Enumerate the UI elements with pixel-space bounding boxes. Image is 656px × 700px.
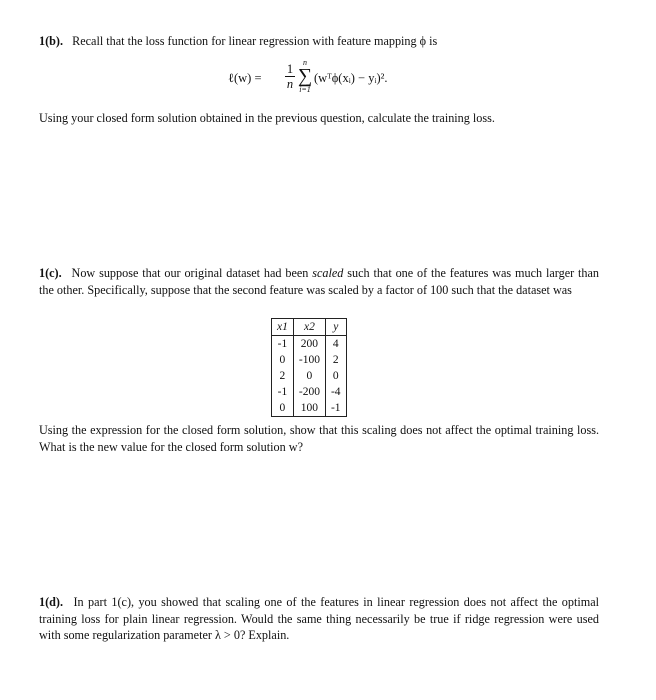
part-c-scaled-word: scaled <box>312 266 344 280</box>
cell-y: 4 <box>325 336 346 353</box>
cell-x1: -1 <box>272 336 294 353</box>
header-x2-text: x2 <box>303 321 315 333</box>
cell-x2: 200 <box>293 336 325 353</box>
sigma-symbol: ∑ <box>297 65 313 87</box>
part-c-label: 1(c). <box>39 266 62 280</box>
formula-lhs: ℓ(w) = <box>228 71 262 85</box>
summation <box>297 58 313 95</box>
part-c-text-b: such that one of the features was much larger than the other. Specifically, suppose that the second feature was scaled by a factor of 100 such that the dataset was <box>39 266 600 297</box>
sum-lower-limit: i=1 <box>299 85 311 94</box>
table-row <box>272 368 347 384</box>
cell-x2: -200 <box>293 384 325 400</box>
header-y-text: y <box>333 321 339 333</box>
formula-rhs: (wᵀϕ(xᵢ) − yᵢ)². <box>314 71 388 85</box>
cell-x2: 100 <box>293 400 325 417</box>
cell-x1: 2 <box>272 368 294 384</box>
cell-y: -4 <box>325 384 346 400</box>
cell-x2: -100 <box>293 352 325 368</box>
table-row <box>272 336 347 353</box>
header-x1-text: x1 <box>277 321 288 333</box>
table-header-row <box>272 319 347 336</box>
cell-y: -1 <box>325 400 346 417</box>
header-y <box>325 319 346 336</box>
cell-x1: -1 <box>272 384 294 400</box>
cell-y: 2 <box>325 352 346 368</box>
part-c-question: Using the expression for the closed form solution, show that this scaling does not affect the optimal training loss. What is the new value for the closed form solution w? <box>39 423 599 454</box>
cell-x2: 0 <box>293 368 325 384</box>
part-d-label: 1(d). <box>39 595 64 609</box>
part-c-text-a: Now suppose that our original dataset had been <box>71 266 309 280</box>
part-b-intro <box>39 33 599 50</box>
part-d-text <box>39 594 599 644</box>
part-d-body: In part 1(c), you showed that scaling one of the features in linear regression does not affect the optimal training loss for plain linear regression. Would the same thing necessarily be true if ridge regression were used with some regularization parameter λ > 0? Explain. <box>39 595 600 642</box>
table-row <box>272 352 347 368</box>
dataset-table <box>271 318 347 417</box>
fraction-denominator: n <box>286 77 294 91</box>
header-x2 <box>293 319 325 336</box>
part-b-label: 1(b). <box>39 34 64 48</box>
table-row <box>272 400 347 417</box>
cell-x1: 0 <box>272 352 294 368</box>
header-x1 <box>272 319 294 336</box>
cell-y: 0 <box>325 368 346 384</box>
table-row <box>272 384 347 400</box>
part-b-intro-text: Recall that the loss function for linear regression with feature mapping ϕ is <box>72 34 438 48</box>
sum-upper-limit: n <box>303 58 307 67</box>
part-c-intro <box>39 265 599 298</box>
fraction-numerator: 1 <box>286 62 294 76</box>
loss-formula <box>228 58 428 104</box>
cell-x1: 0 <box>272 400 294 417</box>
formula-fraction <box>285 63 295 90</box>
part-b-question: Using your closed form solution obtained in the previous question, calculate the training loss. <box>39 111 495 125</box>
